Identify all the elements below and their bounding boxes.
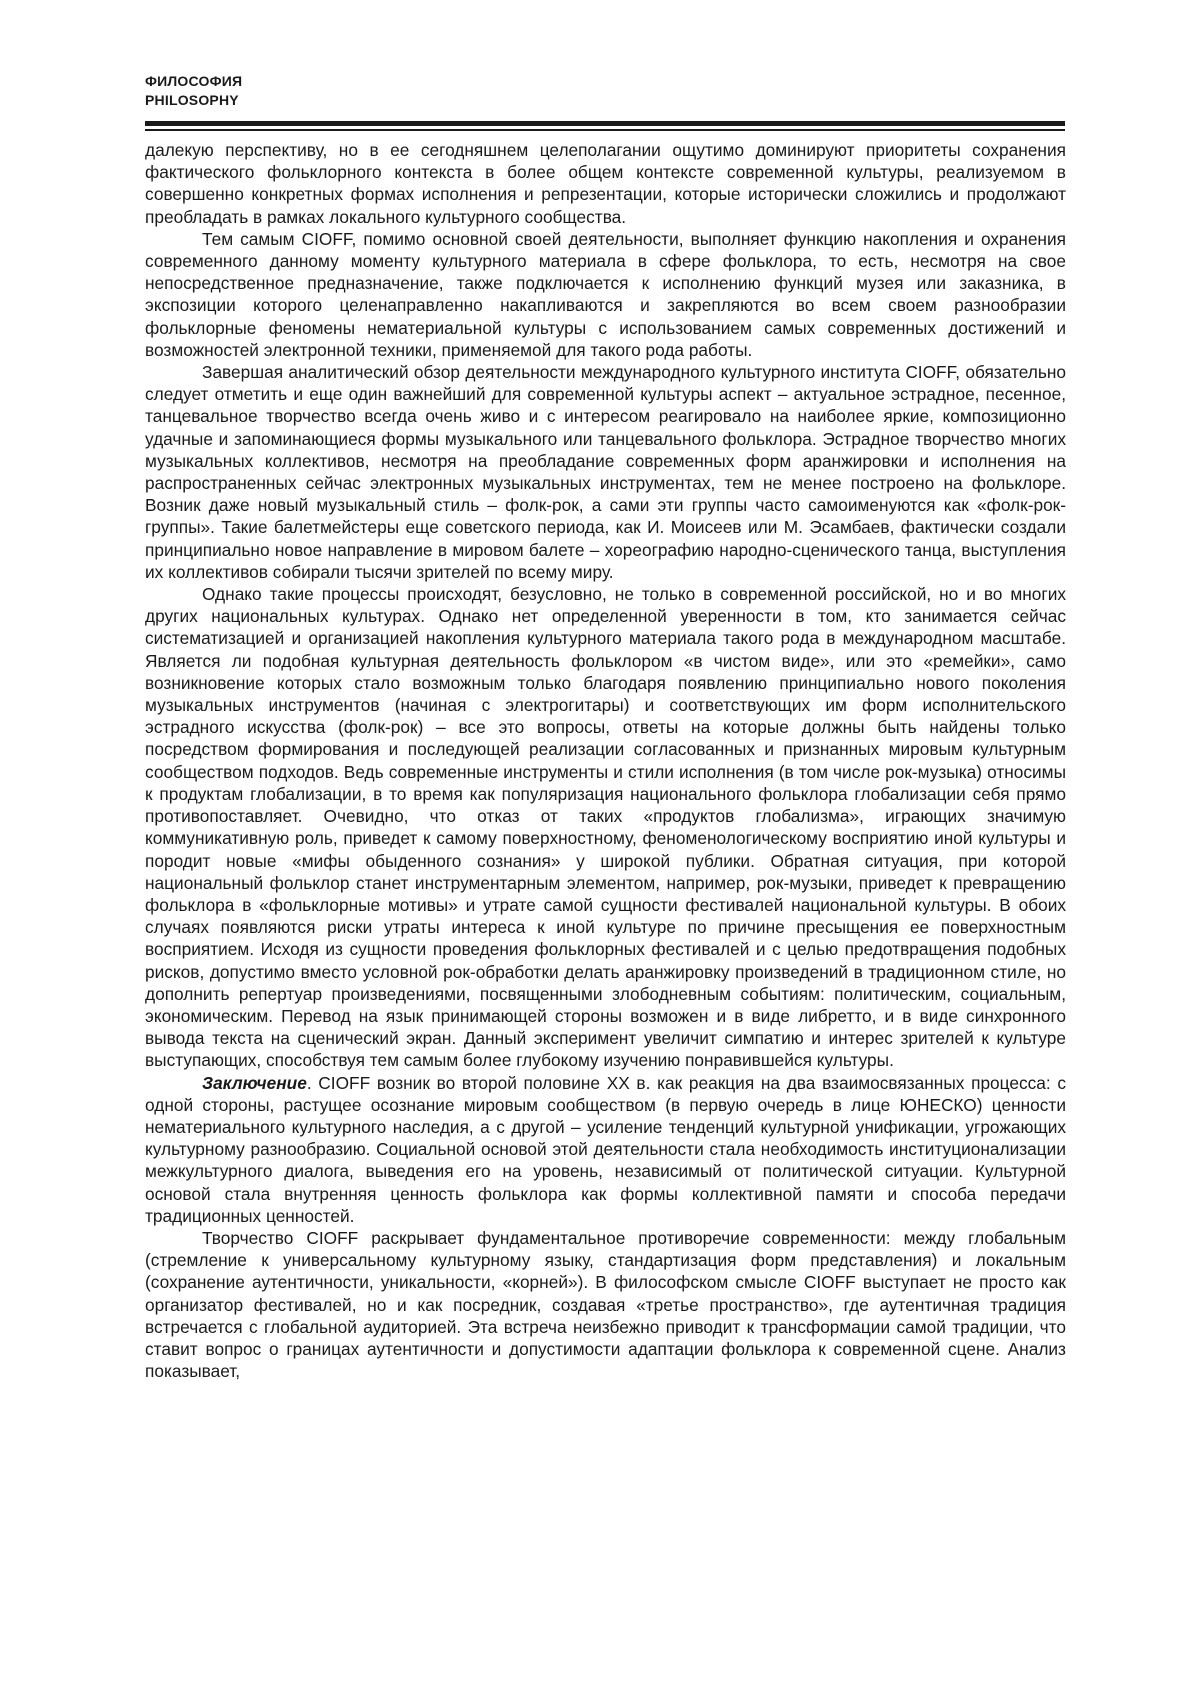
paragraph-folk-rock: Завершая аналитический обзор деятельности международного культурного института CIOFF, обязательно следует отметить и еще один важнейший для современной культуры аспект – актуальное эстрадное, песенное, танцевальное творчество всегда очень живо и с интересом реагировало на наиболее яркие, композиционно удачные и запоминающиеся формы музыкального или танцевального фольклора. Эстрадное творчество многих музыкальных коллективов, несмотря на преобладание современных форм аранжировки и исполнения на распространенных сейчас электронных музыкальных инструментах, тем не менее построено на фольклоре. Возник даже новый музыкальный стиль – фолк-рок, а сами эти группы часто самоименуются как «фолк-рок-группы». Такие балетмейстеры еще советского периода, как И. Моисеев или М. Эсамбаев, фактически создали принципиально новое направление в мировом балете – хореографию народно-сценического танца, выступления их коллективов собирали тысячи зрителей по всему миру. xyxy=(145,362,1066,582)
section-title-ru: ФИЛОСОФИЯ xyxy=(145,73,243,89)
paragraph-final: Творчество CIOFF раскрывает фундаментальное противоречие современности: между глобальным (стремление к универсальному культурному языку, стандартизация форм представления) и локальным (сохранение аутентичности, уникальности, «корней»). В философском смысле CIOFF выступает не просто как организатор фестивалей, но и как посредник, создавая «третье пространство», где аутентичная традиция встречается с глобальной аудиторией. Эта встреча неизбежно приводит к трансформации самой традиции, что ставит вопрос о границах аутентичности и допустимости адаптации фольклора к современной сцене. Анализ показывает, xyxy=(145,1227,1066,1382)
paragraph-continued: далекую перспективу, но в ее сегодняшнем целеполагании ощутимо доминируют приоритеты сохранения фактического фольклорного контекста в более общем контексте современной культуры, реализуемом в совершенно конкретных формах исполнения и репрезентации, которые исторически сложились и продолжают преобладать в рамках локального культурного сообщества. xyxy=(145,140,1066,227)
running-header xyxy=(145,72,242,110)
section-title-en: PHILOSOPHY xyxy=(145,92,239,108)
paragraph-museum-function: Тем самым CIOFF, помимо основной своей деятельности, выполняет функцию накопления и охранения современного данному моменту культурного материала в сфере фольклора, то есть, несмотря на свое непосредственное предназначение, также подключается к исполнению функций музея или заказника, в экспозиции которого целенаправленно накапливаются и закрепляются во всем своем разнообразии фольклорные феномены нематериальной культуры с использованием самых современных достижений и возможностей электронной техники, применяемой для такого рода работы. xyxy=(145,228,1066,360)
paragraph-globalization: Однако такие процессы происходят, безусловно, не только в современной российской, но и во многих других национальных культурах. Однако нет определенной уверенности в том, кто занимается сейчас систематизацией и организацией накопления культурного материала такого рода в международном масштабе. Является ли подобная культурная деятельность фольклором «в чистом виде», или это «ремейки», само возникновение которых стало возможным только благодаря появлению принципиально нового поколения музыкальных инструментов (начиная с электрогитары) и соответствующих им форм исполнительского эстрадного искусства (фолк-рок) – все это вопросы, ответы на которые должны быть найдены только посредством формирования и последующей реализации согласованных и признанных мировым культурным сообществом подходов. Ведь современные инструменты и стили исполнения (в том числе рок-музыка) относимы к продуктам глобализации, в то время как популяризация национального фольклора глобализации себя прямо противопоставляет. Очевидно, что отказ от таких «продуктов глобализма», играющих значимую коммуникативную роль, приведет к самому поверхностному, феноменологическому восприятию иной культуры и породит новые «мифы обыденного сознания» у широкой публики. Обратная ситуация, при которой национальный фольклор станет инструментарным элементом, например, рок-музыки, приведет к превращению фольклора в «фольклорные мотивы» и утрате самой сущности фестивалей национальной культуры. В обоих случаях появляются риски утраты интереса к иной культуре по причине пресыщения ее поверхностным восприятием. Исходя из сущности проведения фольклорных фестивалей и с целью предотвращения подобных рисков, допустимо вместо условной рок-обработки делать аранжировку произведений в традиционном стиле, но дополнить репертуар произведениями, посвященными злободневным событиям: политическим, социальным, экономическим. Перевод на язык принимающей стороны возможен и в виде либретто, и в виде синхронного вывода текста на сценический экран. Данный эксперимент увеличит симпатию и интерес зрителей к культуре выступающих, способствуя тем самым более глубокому изучению понравившейся культуры. xyxy=(145,584,1066,1071)
conclusion-heading: Заключение xyxy=(202,1072,307,1093)
paragraph-conclusion xyxy=(145,1072,1066,1227)
article-body xyxy=(145,139,1066,1382)
header-rule-thick xyxy=(145,121,1065,126)
header-rule-thin xyxy=(145,129,1065,131)
conclusion-text: . CIOFF возник во второй половине XX в. как реакция на два взаимосвязанных процесса: с одной стороны, растущее осознание мировым сообществом (в первую очередь в лице ЮНЕСКО) ценности нематериального культурного наследия, а с другой – усиление тенденций культурной унификации, угрожающих культурному разнообразию. Социальной основой этой деятельности стала необходимость институционализации межкультурного диалога, выведения его на уровень, независимый от политической ситуации. Культурной основой стала внутренняя ценность фольклора как формы коллективной памяти и способа передачи традиционных ценностей. xyxy=(145,1072,1066,1226)
